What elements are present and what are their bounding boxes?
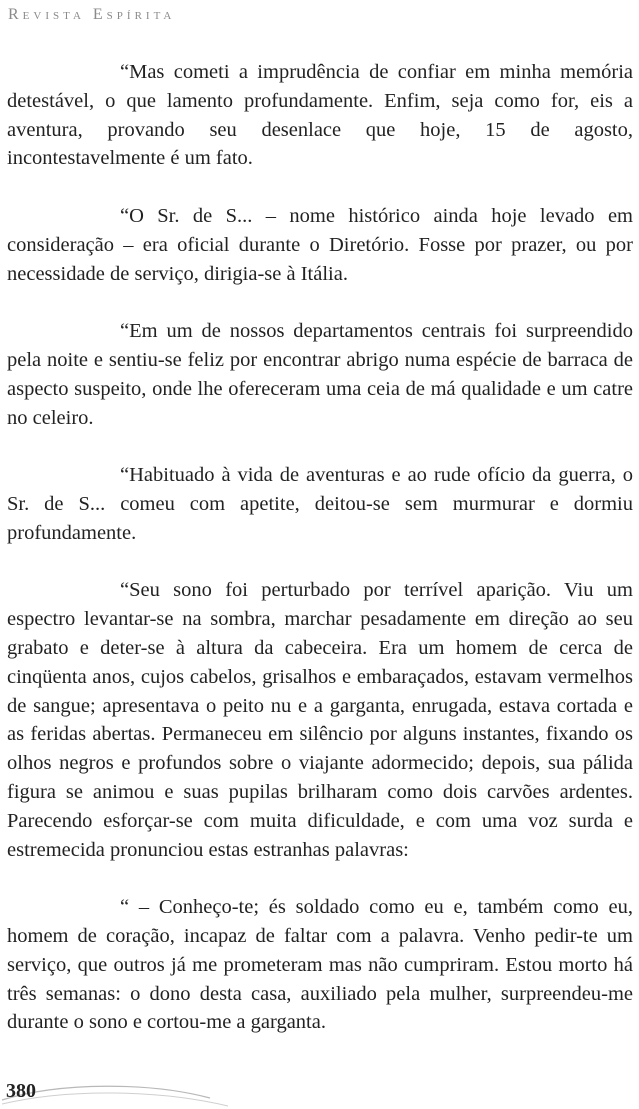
paragraph: “ – Conheço-te; és soldado como eu e, também como eu, homem de coração, incapaz de faltar com a palavra. Venho pedir-te um serviço, que outros já me prometeram mas não cumpriram. Estou morto há três semanas: o dono desta casa, auxiliado pela mulher, surpreendeu-me durante o sono e cortou-me a garganta. [7, 896, 633, 1034]
page-number: 380 [6, 1080, 36, 1102]
paragraph: “O Sr. de S... – nome histórico ainda hoje levado em consideração – era oficial durante o Diretório. Fosse por prazer, ou por necessidade de serviço, dirigia-se à Itália. [7, 204, 633, 285]
body-text [7, 58, 633, 1037]
paragraph: “Em um de nossos departamentos centrais foi surpreendido pela noite e sentiu-se feliz por encontrar abrigo numa espécie de barraca de aspecto suspeito, onde lhe ofereceram uma ceia de má qualidade e um catre no celeiro. [7, 320, 633, 429]
paragraph: “Habituado à vida de aventuras e ao rude ofício da guerra, o Sr. de S... comeu com apetite, deitou-se sem murmurar e dormiu profundamente. [7, 464, 633, 544]
paragraph: “Seu sono foi perturbado por terrível aparição. Viu um espectro levantar-se na sombra, marchar pesadamente em direção ao seu grabato e deter-se à altura da cabeceira. Era um homem de cerca de cinqüenta anos, cujos cabelos, grisalhos e embaraçados, estavam vermelhos de sangue; apresentava o peito nu e a garganta, enrugada, estava cortada e as feridas abertas. Permaneceu em silêncio por alguns instantes, fixando os olhos negros e profundos sobre o viajante adormecido; depois, sua pálida figura se animou e suas pupilas brilharam como dois carvões ardentes. Parecendo esforçar-se com muita dificuldade, e com uma voz surda e estremecida pronunciou estas estranhas palavras: [7, 579, 633, 861]
paragraph: “Mas cometi a imprudência de confiar em minha memória detestável, o que lamento profundamente. Enfim, seja como for, eis a aventura, provando seu desenlace que hoje, 15 de agosto, incontestavelmente é um fato. [7, 61, 633, 170]
running-header: Revista Espírita [8, 6, 176, 23]
